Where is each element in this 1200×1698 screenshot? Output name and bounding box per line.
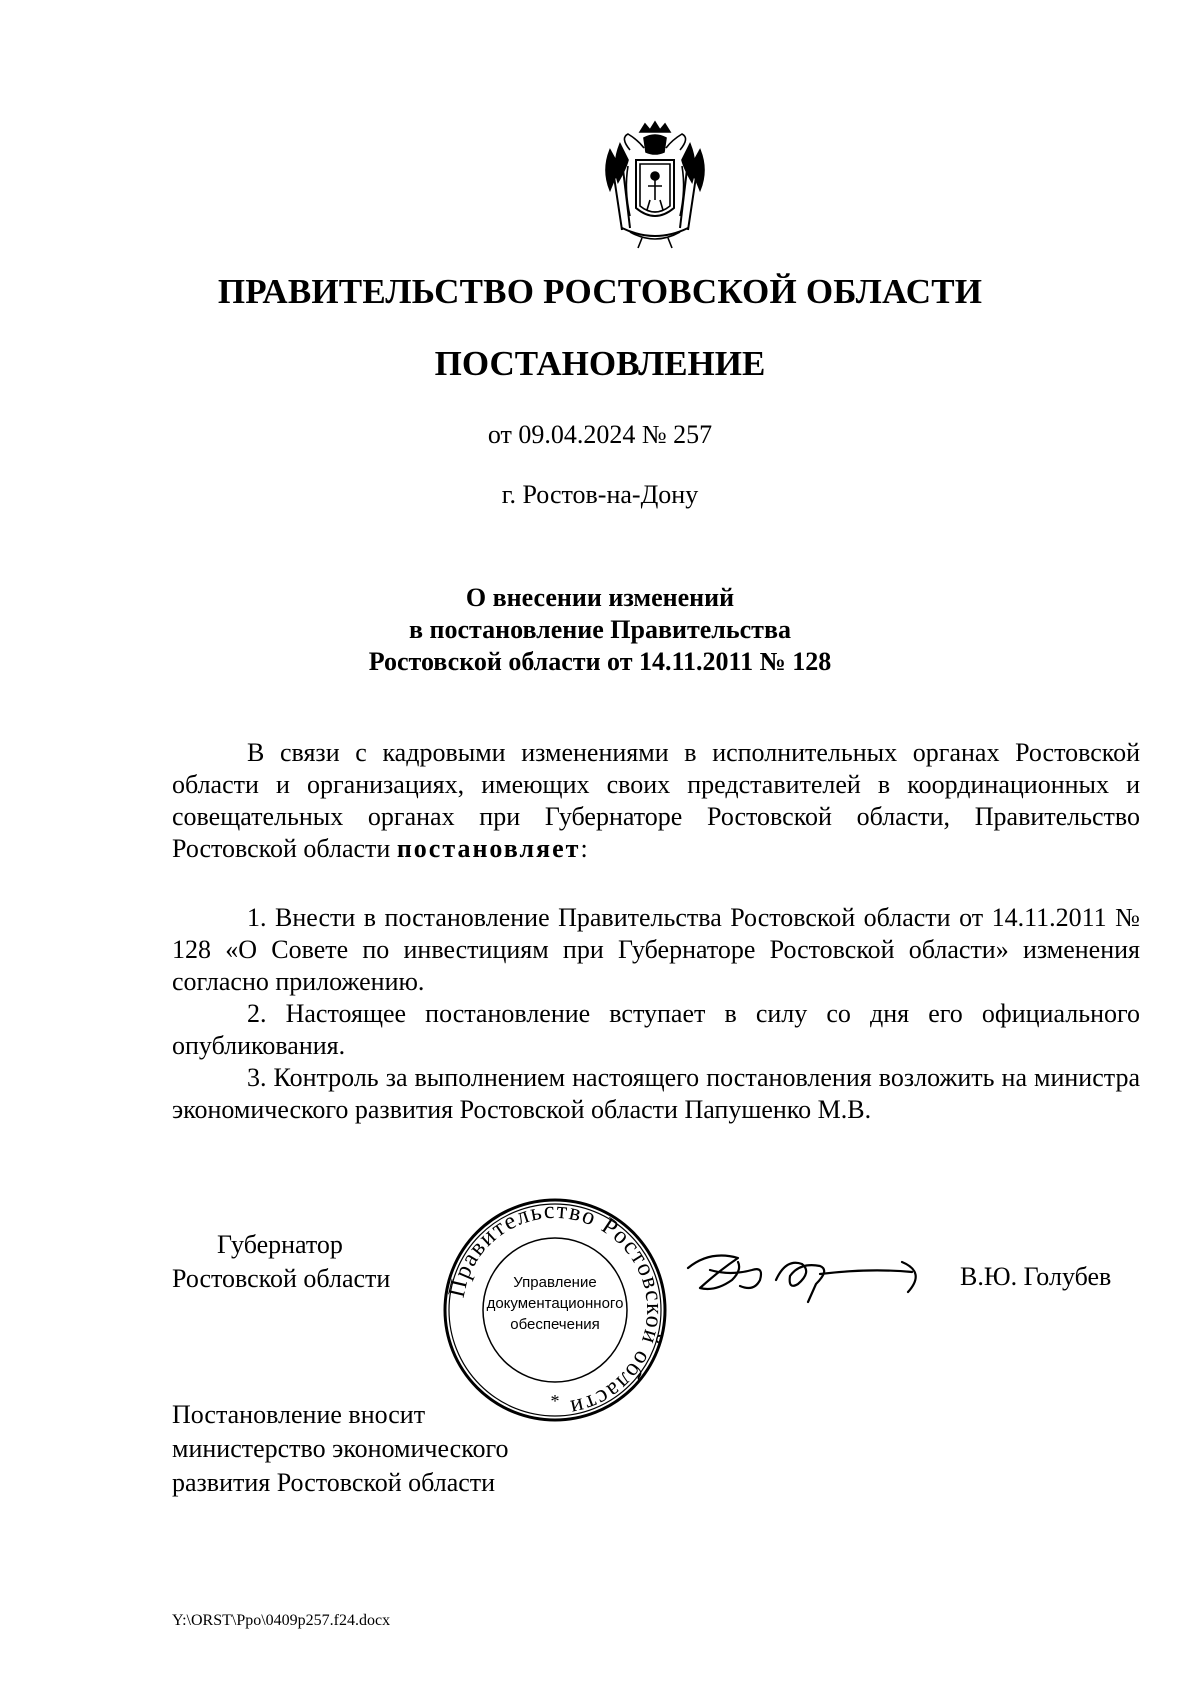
submitter-line: развития Ростовской области	[172, 1468, 496, 1497]
preamble-text: В связи с кадровыми изменениями в исполнительных органах Ростовской области и организациях, имеющих своих представителей в координационных и совещательных органах при Губернаторе Ростовской области, Правительство Ростовской области	[172, 738, 1140, 863]
resolves-keyword: постановляет	[396, 834, 581, 863]
coat-of-arms-icon	[600, 120, 710, 250]
resolution-items	[172, 902, 1140, 1126]
document-city: г. Ростов-на-Дону	[501, 480, 699, 509]
resolution-item: 3. Контроль за выполнением настоящего постановления возложить на министра экономического развития Ростовской области Папушенко М.В.	[172, 1063, 1140, 1124]
subject-line: Ростовской области от 14.11.2011 № 128	[368, 647, 832, 676]
resolution-item: 1. Внести в постановление Правительства Ростовской области от 14.11.2011 № 128 «О Совете по инвестициям при Губернаторе Ростовской области» изменения согласно приложению.	[172, 903, 1140, 996]
signatory-position	[172, 1228, 390, 1296]
preamble-paragraph	[172, 737, 1140, 865]
document-subject	[0, 582, 1200, 678]
position-line: Губернатор	[217, 1230, 343, 1259]
position-line: Ростовской области	[172, 1264, 391, 1293]
preamble-end: :	[580, 834, 588, 863]
submitter-line: Постановление вносит	[172, 1400, 426, 1429]
stamp-inner-line: обеспечения	[510, 1316, 600, 1333]
submitter-line: министерство экономического	[172, 1434, 509, 1463]
signatory-name: В.Ю. Голубев	[960, 1262, 1112, 1291]
document-type: ПОСТАНОВЛЕНИЕ	[434, 344, 766, 383]
stamp-star: *	[550, 1391, 560, 1411]
file-path: Y:\ORST\Ppo\0409p257.f24.docx	[172, 1612, 391, 1629]
subject-line: в постановление Правительства	[408, 615, 791, 644]
stamp-inner-line: Управление	[513, 1274, 597, 1291]
document-date-number: от 09.04.2024 № 257	[487, 420, 713, 449]
stamp-outer-text: Правительство Ростовской области	[443, 1197, 668, 1421]
official-stamp	[440, 1195, 670, 1425]
resolution-item: 2. Настоящее постановление вступает в силу со дня его официального опубликования.	[172, 999, 1140, 1060]
subject-line: О внесении изменений	[465, 583, 735, 612]
stamp-inner-line: документационного	[486, 1295, 624, 1312]
organization-title: ПРАВИТЕЛЬСТВО РОСТОВСКОЙ ОБЛАСТИ	[217, 272, 983, 311]
handwritten-signature-icon	[680, 1240, 940, 1310]
submitter-block	[172, 1398, 509, 1500]
